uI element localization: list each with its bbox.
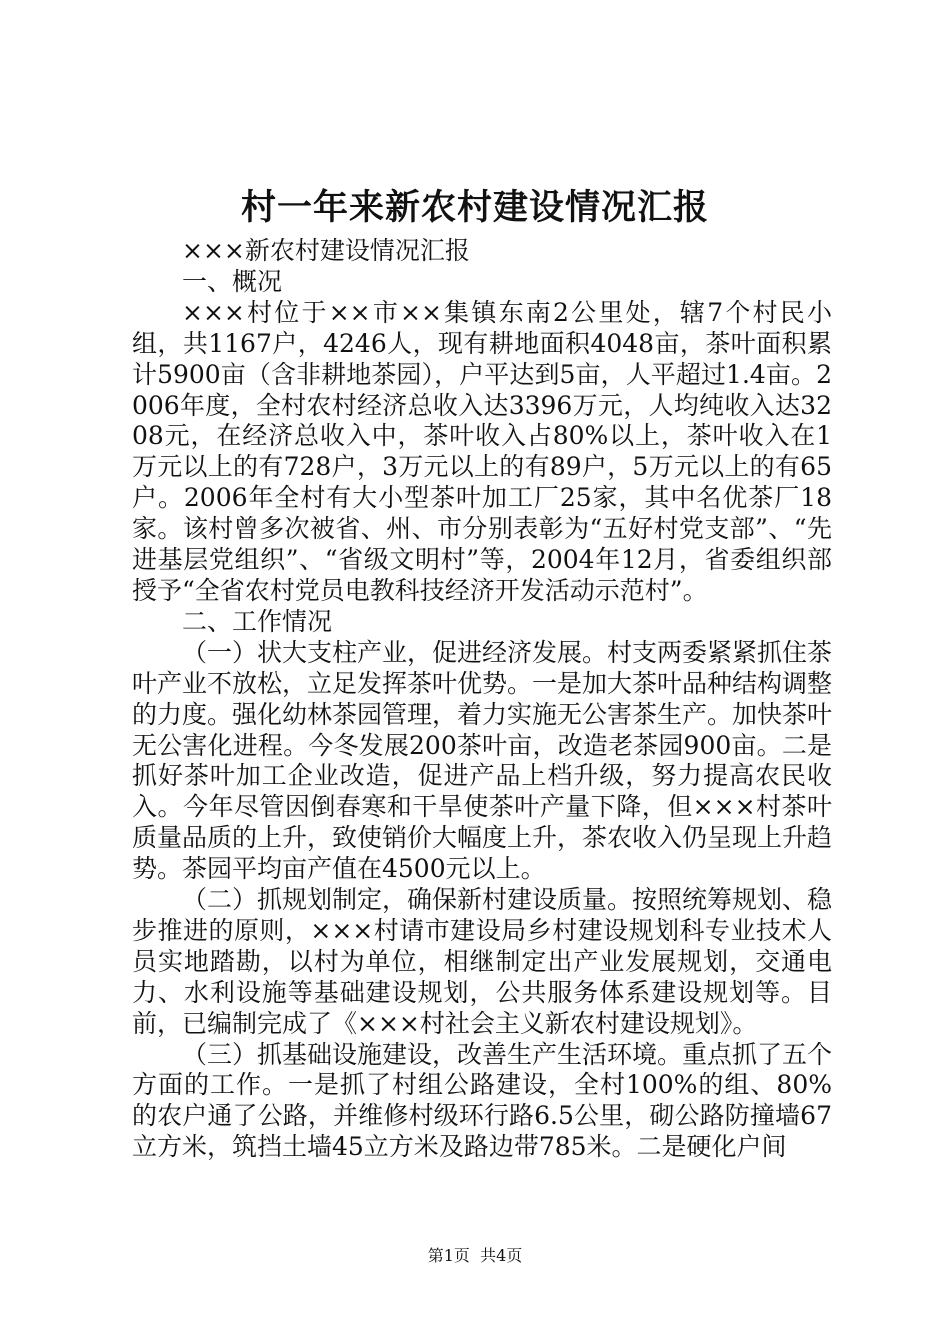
document-title: 村一年来新农村建设情况汇报 [240, 187, 709, 228]
section-heading: 一、概况 [182, 266, 283, 296]
body-paragraph: ×××新农村建设情况汇报 [182, 236, 470, 265]
document-body [132, 236, 832, 1163]
body-paragraph: （二）抓规划制定，确保新村建设质量。按照统筹规划、稳步推进的原则，×××村请市建设局乡村建设规划科专业技术人员实地踏勘，以村为单位，相继制定出产业发展规划，交通电力、水利设施等基础建设规划，公共服务体系建设规划等。目前，已编制完成了《×××村社会主义新农村建设规划》。 [132, 885, 833, 1038]
page-total: 共4页 [480, 1246, 523, 1265]
body-paragraph: （三）抓基础设施建设，改善生产生活环境。重点抓了五个方面的工作。一是抓了村组公路建设，全村100%的组、80%的农户通了公路，并维修村级环行路6.5公里，砌公路防撞墙67立方米，筑挡土墙45立方米及路边带785米。二是硬化户间 [132, 1039, 833, 1162]
body-paragraph: （一）状大支柱产业，促进经济发展。村支两委紧紧抓住茶叶产业不放松，立足发挥茶叶优势。一是加大茶叶品种结构调整的力度。强化幼林茶园管理，着力实施无公害茶生产。加快茶叶无公害化进程。今冬发展200茶叶亩，改造老茶园900亩。二是抓好茶叶加工企业改造，促进产品上档升级，努力提高农民收入。今年尽管因倒春寒和干旱使茶叶产量下降，但×××村茶叶质量品质的上升，致使销价大幅度上升，茶农收入仍呈现上升趋势。茶园平均亩产值在4500元以上。 [132, 637, 833, 884]
page-footer [0, 1244, 950, 1268]
page-number: 第1页 [427, 1246, 470, 1265]
body-paragraph: ×××村位于××市××集镇东南2公里处，辖7个村民小组，共1167户，4246人，现有耕地面积4048亩，茶叶面积累计5900亩（含非耕地茶园），户平达到5亩，人平超过1.4亩。2006年度，全村农村经济总收入达3396万元，人均纯收入达3208元，在经济总收入中，茶叶收入占80%以上，茶叶收入在1万元以上的有728户，3万元以上的有89户，5万元以上的有65户。2006年全村有大小型茶叶加工厂25家，其中名优茶厂18家。该村曾多次被省、州、市分别表彰为“五好村党支部”、“先进基层党组织”、“省级文明村”等，2004年12月，省委组织部授予“全省农村党员电教科技经济开发活动示范村”。 [132, 297, 832, 605]
section-heading: 二、工作情况 [182, 606, 333, 636]
